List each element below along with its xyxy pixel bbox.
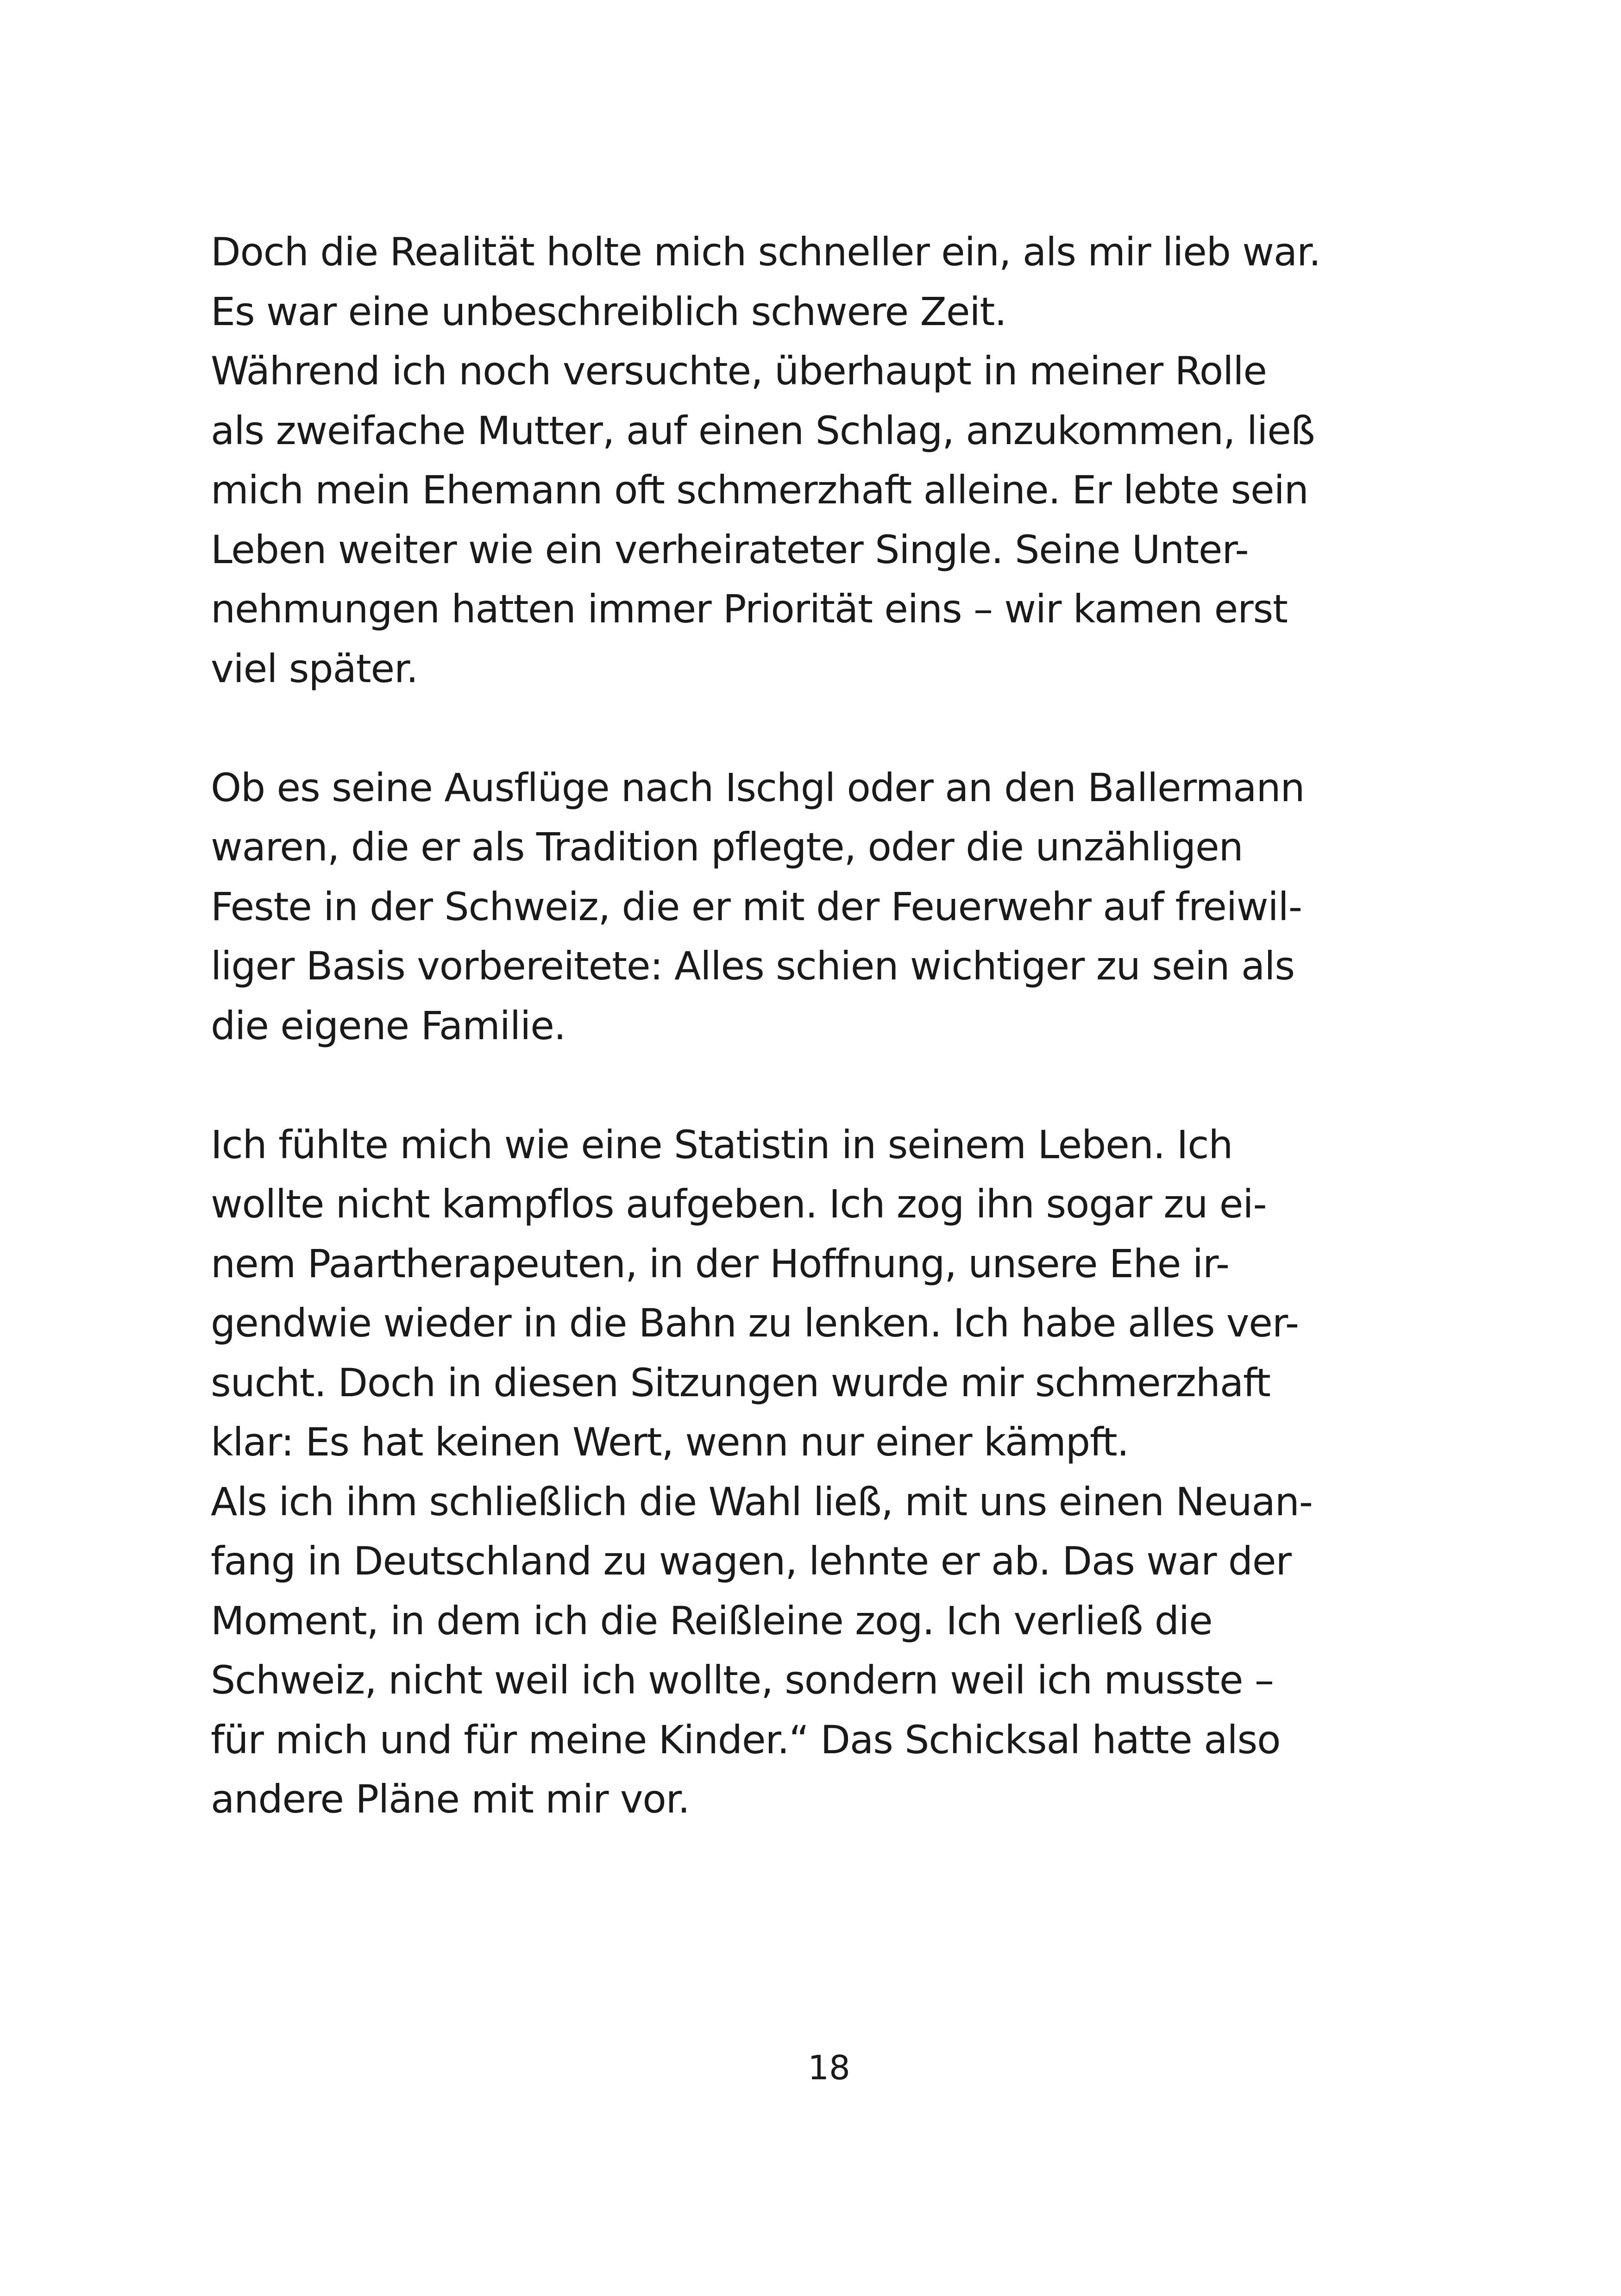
text-line: fang in Deutschland zu wagen, lehnte er ab. Das war der <box>211 1538 1291 1584</box>
paragraph-gap <box>211 698 1415 758</box>
text-line: Feste in der Schweiz, die er mit der Feuerwehr auf freiwil- <box>211 884 1302 929</box>
text-line: nem Paartherapeuten, in der Hoffnung, unsere Ehe ir- <box>211 1241 1229 1286</box>
text-line: wollte nicht kampflos aufgeben. Ich zog ihn sogar zu ei- <box>211 1181 1267 1227</box>
text-line: Leben weiter wie ein verheirateter Single. Seine Unter- <box>211 527 1249 572</box>
text-line: für mich und für meine Kinder.“ Das Schicksal hatte also <box>211 1717 1281 1763</box>
text-line: klar: Es hat keinen Wert, wenn nur einer kämpft. <box>211 1419 1129 1465</box>
text-line: viel später. <box>211 646 418 691</box>
text-line: gendwie wieder in die Bahn zu lenken. Ich habe alles ver- <box>211 1300 1299 1346</box>
paragraph-3 <box>211 1115 1415 1829</box>
text-line: liger Basis vorbereitete: Alles schien wichtiger zu sein als <box>211 943 1294 989</box>
text-line: Doch die Realität holte mich schneller ein, als mir lieb war. <box>211 229 1321 275</box>
paragraph-1 <box>211 222 1415 698</box>
text-line: waren, die er als Tradition pflegte, oder die unzähligen <box>211 824 1243 870</box>
text-line: Ob es seine Ausflüge nach Ischgl oder an den Ballermann <box>211 765 1305 810</box>
body-text <box>211 222 1415 1829</box>
text-line: Ich fühlte mich wie eine Statistin in seinem Leben. Ich <box>211 1122 1233 1167</box>
text-line: Schweiz, nicht weil ich wollte, sondern weil ich musste – <box>211 1657 1274 1703</box>
text-line: die eigene Familie. <box>211 1003 566 1048</box>
text-line: mich mein Ehemann oft schmerzhaft alleine. Er lebte sein <box>211 467 1308 513</box>
text-line: Während ich noch versuchte, überhaupt in meiner Rolle <box>211 348 1267 394</box>
page-number: 18 <box>808 2048 850 2087</box>
text-line: Moment, in dem ich die Reißleine zog. Ich verließ die <box>211 1598 1213 1644</box>
text-line: nehmungen hatten immer Priorität eins – wir kamen erst <box>211 586 1288 632</box>
text-line: Es war eine unbeschreiblich schwere Zeit. <box>211 289 1006 334</box>
paragraph-gap <box>211 1055 1415 1115</box>
text-line: sucht. Doch in diesen Sitzungen wurde mir schmerzhaft <box>211 1360 1270 1405</box>
text-line: Als ich ihm schließlich die Wahl ließ, mit uns einen Neuan- <box>211 1479 1313 1524</box>
paragraph-2 <box>211 758 1415 1056</box>
text-line: andere Pläne mit mir vor. <box>211 1776 690 1822</box>
text-line: als zweifache Mutter, auf einen Schlag, anzukommen, ließ <box>211 408 1315 453</box>
